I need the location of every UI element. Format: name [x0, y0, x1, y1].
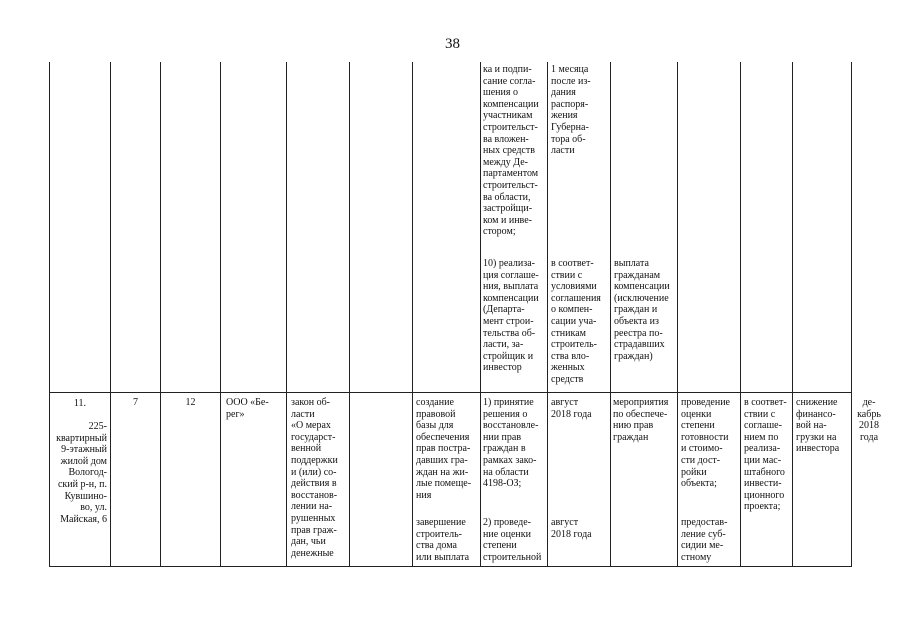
column-line [160, 62, 161, 567]
term-1: август 2018 года [551, 397, 592, 420]
page-number: 38 [445, 36, 460, 52]
column-line [349, 62, 350, 567]
item-10-step: 10) реализа- ция соглаше- ния, выплата компенсации (Департа- мент строи- тельства об- ласти, за- стройщик и инвестор [483, 258, 539, 374]
column-line [110, 62, 111, 567]
item-10-result: выплата гражданам компенсации (исключение граждан и объекта из реестра по- страдавших граждан) [614, 258, 670, 362]
column-line [740, 62, 741, 567]
developer-name: ООО «Бе- рег» [226, 397, 269, 420]
column-line [412, 62, 413, 567]
item-10-term: в соответ- ствии с условиями соглашения о компен- сации уча- стникам строитель- ства вло- женных средств [551, 258, 601, 385]
column-line [677, 62, 678, 567]
row-number: 11. [73, 398, 87, 409]
measures-text: мероприятия по обеспече- нию прав граждан [613, 397, 669, 443]
law-reference: закон об- ласти «О мерах государст- венной поддержки и (или) со- действия в восстанов- лении на- рушенных прав граж- дан, чьи денежные [291, 397, 338, 559]
column-line [547, 62, 548, 567]
floors-value: 7 [133, 397, 138, 408]
table-bottom-line [49, 566, 852, 567]
reduction-text: снижение финансо- вой на- грузки на инвестора [796, 397, 840, 455]
column-line [610, 62, 611, 567]
column-line [792, 62, 793, 567]
goal-1: создание правовой базы для обеспечения прав постра- давших гра- ждан на жи- лые помеще- ния [416, 397, 472, 501]
column-line [851, 62, 852, 567]
assessment-2: предостав- ление суб- сидии ме- стному [681, 517, 728, 563]
object-description: 225- квартирный 9-этажный жилой дом Вологод- ский р-н, п. Кувшино- во, ул. Майская, 6 [56, 421, 107, 525]
assessment-1: проведение оценки степени готовности и стоимо- сти дост- ройки объекта; [681, 397, 730, 490]
agreement-text: в соответ- ствии с соглаше- нием по реализа- ции мас- штабного инвести- ционного проекта; [744, 397, 787, 513]
column-line [220, 62, 221, 567]
deadline-text: де- кабрь 2018 года [857, 397, 881, 443]
step-2: 2) проведе- ние оценки степени строительной [483, 517, 542, 563]
item-9-continuation: ка и подпи- сание согла- шения о компенсации участникам строительст- ва вложен- ных средств между Де- партаментом строительст- ва области, застройщи- ком и инве- стором; [483, 64, 539, 238]
step-1: 1) принятие решения о восстановле- нии прав граждан в рамках зако- на области 4198-ОЗ; [483, 397, 539, 490]
column-line [480, 62, 481, 567]
item-9-term: 1 месяца после из- дания распоря- жения Губерна- тора об- ласти [551, 64, 591, 157]
row-divider [49, 392, 852, 393]
goal-2: завершение строитель- ства дома или выплата [416, 517, 470, 563]
apartments-value: 12 [185, 397, 196, 408]
column-line [286, 62, 287, 567]
term-2: август 2018 года [551, 517, 592, 540]
